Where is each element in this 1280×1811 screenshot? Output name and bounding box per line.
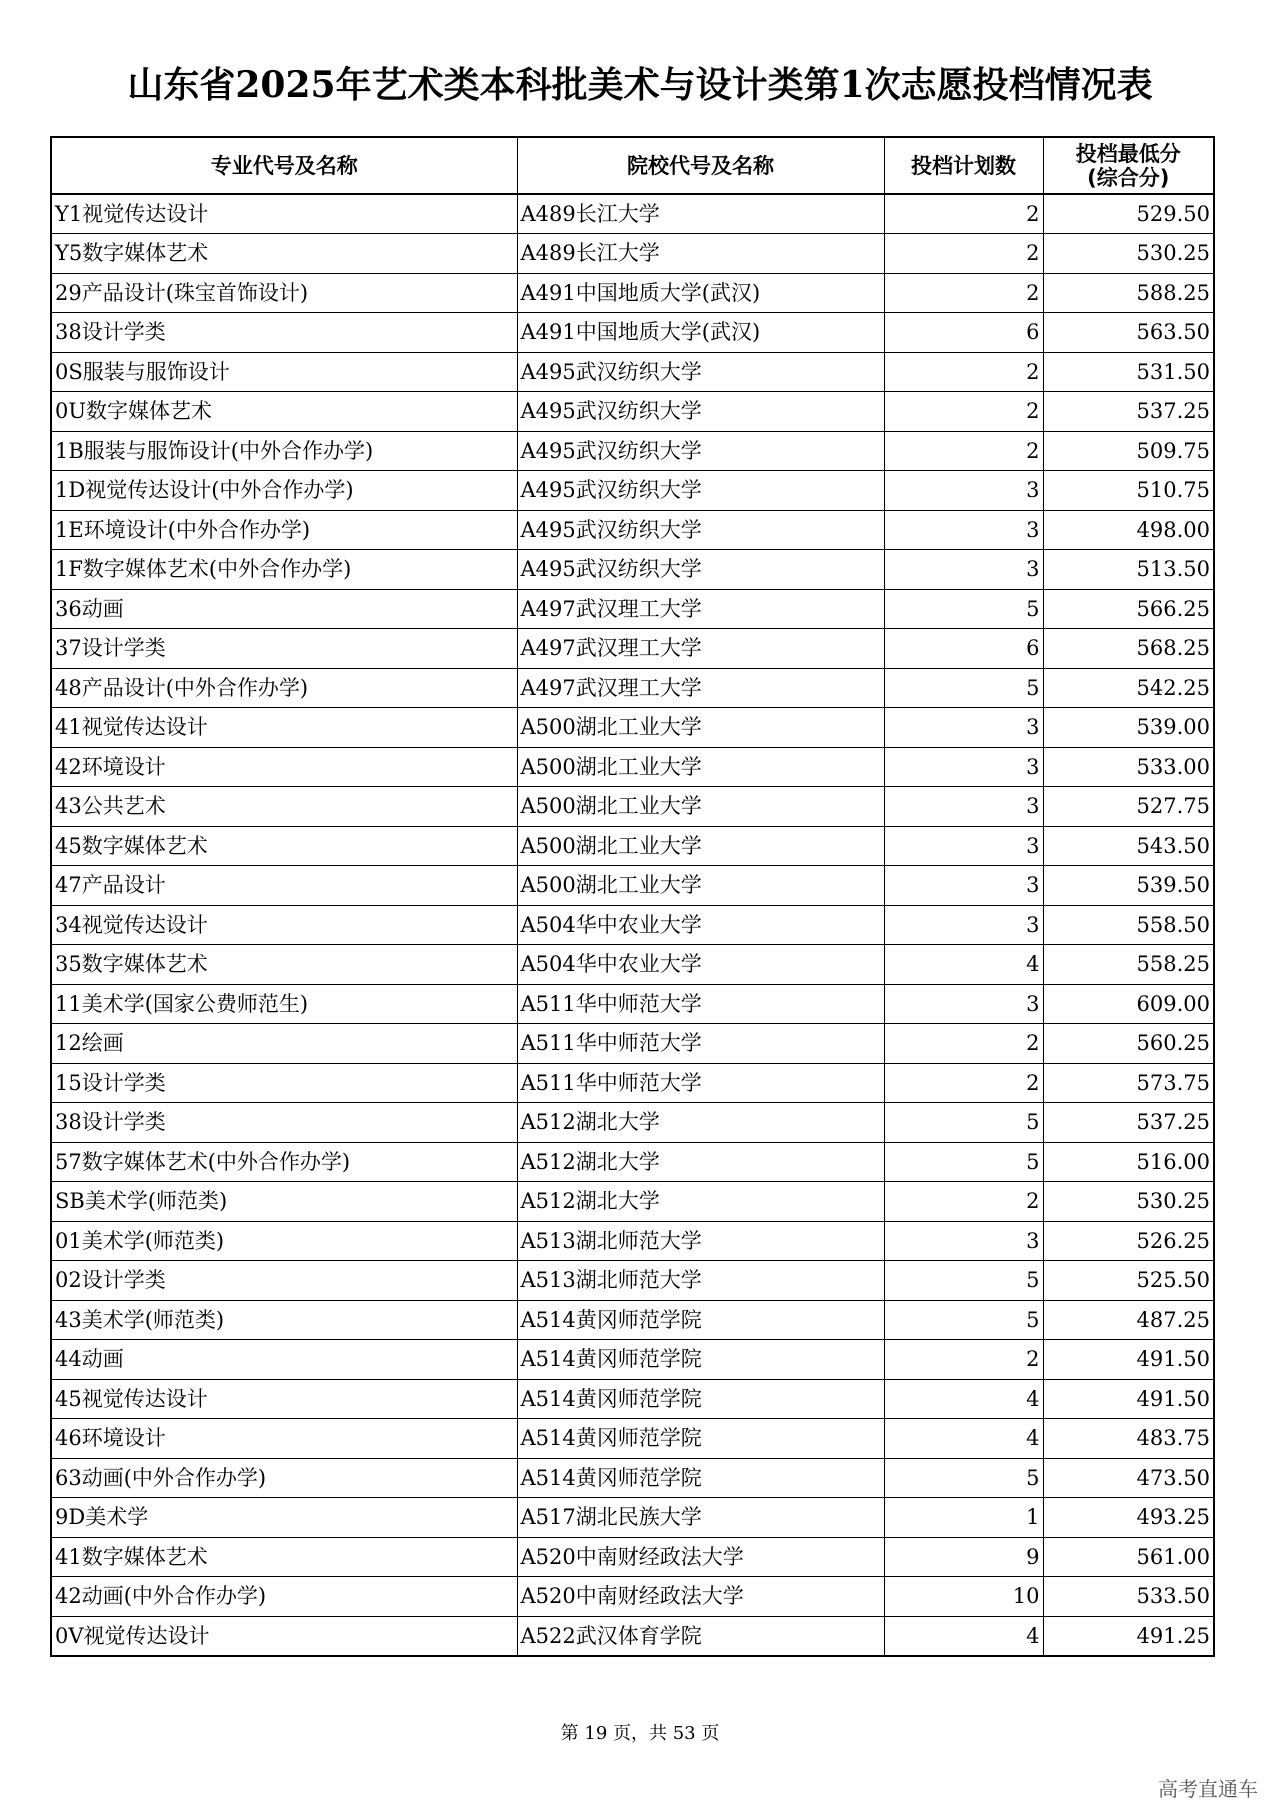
cell-plan: 10 [884,1577,1043,1617]
cell-major: 1E环境设计(中外合作办学) [51,510,517,550]
cell-major: 0S服装与服饰设计 [51,352,517,392]
table-row [51,747,1214,787]
header-score-line1: 投档最低分 [1075,141,1181,166]
table-row [51,826,1214,866]
cell-plan: 3 [884,471,1043,511]
cell-school: A514黄冈师范学院 [517,1300,884,1340]
cell-plan: 3 [884,826,1043,866]
table-row [51,471,1214,511]
cell-major: 37设计学类 [51,629,517,669]
cell-school: A520中南财经政法大学 [517,1577,884,1617]
cell-major: 15设计学类 [51,1063,517,1103]
cell-plan: 2 [884,234,1043,274]
cell-major: 38设计学类 [51,1103,517,1143]
cell-score: 531.50 [1043,352,1214,392]
cell-major: 45视觉传达设计 [51,1379,517,1419]
cell-school: A489长江大学 [517,194,884,234]
cell-major: 1D视觉传达设计(中外合作办学) [51,471,517,511]
cell-school: A497武汉理工大学 [517,629,884,669]
cell-major: 01美术学(师范类) [51,1221,517,1261]
cell-score: 509.75 [1043,431,1214,471]
table-row [51,1024,1214,1064]
header-major: 专业代号及名称 [51,137,517,194]
table-row [51,1142,1214,1182]
cell-score: 526.25 [1043,1221,1214,1261]
cell-major: 41数字媒体艺术 [51,1537,517,1577]
cell-plan: 2 [884,1340,1043,1380]
cell-major: Y5数字媒体艺术 [51,234,517,274]
cell-school: A504华中农业大学 [517,905,884,945]
cell-plan: 2 [884,352,1043,392]
table-row [51,668,1214,708]
cell-major: 1B服装与服饰设计(中外合作办学) [51,431,517,471]
table-row [51,1300,1214,1340]
cell-score: 491.50 [1043,1379,1214,1419]
cell-school: A511华中师范大学 [517,1024,884,1064]
cell-score: 533.50 [1043,1577,1214,1617]
cell-plan: 4 [884,1419,1043,1459]
cell-score: 560.25 [1043,1024,1214,1064]
table-row [51,431,1214,471]
cell-score: 537.25 [1043,1103,1214,1143]
cell-plan: 9 [884,1537,1043,1577]
cell-school: A495武汉纺织大学 [517,471,884,511]
table-row [51,313,1214,353]
cell-score: 609.00 [1043,984,1214,1024]
cell-major: 38设计学类 [51,313,517,353]
cell-plan: 2 [884,194,1043,234]
cell-major: 41视觉传达设计 [51,708,517,748]
table-row [51,392,1214,432]
cell-major: 35数字媒体艺术 [51,945,517,985]
cell-school: A495武汉纺织大学 [517,392,884,432]
cell-school: A513湖北师范大学 [517,1221,884,1261]
cell-school: A491中国地质大学(武汉) [517,313,884,353]
cell-school: A495武汉纺织大学 [517,431,884,471]
cell-major: 1F数字媒体艺术(中外合作办学) [51,550,517,590]
cell-score: 530.25 [1043,1182,1214,1222]
table-row [51,787,1214,827]
table-row [51,1419,1214,1459]
table-row [51,905,1214,945]
cell-score: 561.00 [1043,1537,1214,1577]
cell-major: 02设计学类 [51,1261,517,1301]
table-row [51,1537,1214,1577]
cell-school: A514黄冈师范学院 [517,1458,884,1498]
cell-school: A500湖北工业大学 [517,787,884,827]
table-row [51,1103,1214,1143]
cell-major: 34视觉传达设计 [51,905,517,945]
cell-plan: 3 [884,747,1043,787]
cell-school: A514黄冈师范学院 [517,1419,884,1459]
cell-score: 568.25 [1043,629,1214,669]
cell-major: SB美术学(师范类) [51,1182,517,1222]
cell-major: 0V视觉传达设计 [51,1616,517,1656]
cell-plan: 1 [884,1498,1043,1538]
cell-score: 473.50 [1043,1458,1214,1498]
cell-plan: 2 [884,1182,1043,1222]
cell-school: A514黄冈师范学院 [517,1379,884,1419]
table-row [51,550,1214,590]
cell-school: A500湖北工业大学 [517,747,884,787]
cell-major: 42动画(中外合作办学) [51,1577,517,1617]
cell-plan: 6 [884,313,1043,353]
cell-score: 539.00 [1043,708,1214,748]
header-school: 院校代号及名称 [517,137,884,194]
cell-school: A495武汉纺织大学 [517,550,884,590]
cell-plan: 5 [884,668,1043,708]
cell-plan: 4 [884,1616,1043,1656]
cell-major: 11美术学(国家公费师范生) [51,984,517,1024]
cell-score: 483.75 [1043,1419,1214,1459]
cell-school: A512湖北大学 [517,1142,884,1182]
cell-plan: 5 [884,589,1043,629]
page-title: 山东省2025年艺术类本科批美术与设计类第1次志愿投档情况表 [127,64,1153,106]
cell-score: 498.00 [1043,510,1214,550]
cell-plan: 2 [884,1063,1043,1103]
cell-plan: 4 [884,1379,1043,1419]
cell-plan: 4 [884,945,1043,985]
table-row [51,1063,1214,1103]
watermark-logo: 高考直通车 [1158,1777,1258,1801]
cell-major: 12绘画 [51,1024,517,1064]
cell-major: 48产品设计(中外合作办学) [51,668,517,708]
cell-school: A517湖北民族大学 [517,1498,884,1538]
cell-major: 42环境设计 [51,747,517,787]
table-row [51,1577,1214,1617]
table-row [51,945,1214,985]
cell-school: A489长江大学 [517,234,884,274]
cell-school: A491中国地质大学(武汉) [517,273,884,313]
cell-major: 9D美术学 [51,1498,517,1538]
cell-major: 57数字媒体艺术(中外合作办学) [51,1142,517,1182]
cell-major: 29产品设计(珠宝首饰设计) [51,273,517,313]
cell-plan: 3 [884,905,1043,945]
cell-score: 539.50 [1043,866,1214,906]
table-row [51,1261,1214,1301]
cell-plan: 5 [884,1261,1043,1301]
cell-school: A512湖北大学 [517,1182,884,1222]
cell-score: 533.00 [1043,747,1214,787]
cell-plan: 2 [884,1024,1043,1064]
table-row [51,1182,1214,1222]
cell-plan: 5 [884,1458,1043,1498]
cell-score: 558.50 [1043,905,1214,945]
cell-score: 487.25 [1043,1300,1214,1340]
cell-score: 493.25 [1043,1498,1214,1538]
table-row [51,510,1214,550]
cell-school: A497武汉理工大学 [517,589,884,629]
cell-plan: 3 [884,510,1043,550]
admission-table [50,136,1215,1657]
cell-school: A511华中师范大学 [517,984,884,1024]
cell-plan: 2 [884,392,1043,432]
cell-score: 537.25 [1043,392,1214,432]
cell-plan: 3 [884,708,1043,748]
cell-plan: 3 [884,1221,1043,1261]
cell-score: 491.25 [1043,1616,1214,1656]
cell-score: 527.75 [1043,787,1214,827]
cell-plan: 2 [884,431,1043,471]
cell-plan: 3 [884,866,1043,906]
cell-major: 43公共艺术 [51,787,517,827]
cell-school: A500湖北工业大学 [517,708,884,748]
cell-plan: 3 [884,787,1043,827]
header-score-line2: (综合分) [1087,165,1170,190]
cell-major: 0U数字媒体艺术 [51,392,517,432]
cell-score: 563.50 [1043,313,1214,353]
cell-score: 516.00 [1043,1142,1214,1182]
cell-score: 543.50 [1043,826,1214,866]
cell-score: 573.75 [1043,1063,1214,1103]
cell-major: 63动画(中外合作办学) [51,1458,517,1498]
table-row [51,1616,1214,1656]
cell-score: 510.75 [1043,471,1214,511]
cell-school: A500湖北工业大学 [517,866,884,906]
cell-school: A495武汉纺织大学 [517,352,884,392]
cell-score: 525.50 [1043,1261,1214,1301]
cell-score: 558.25 [1043,945,1214,985]
header-plan: 投档计划数 [884,137,1043,194]
table-row [51,194,1214,234]
cell-school: A500湖北工业大学 [517,826,884,866]
cell-score: 542.25 [1043,668,1214,708]
table-header-row [51,137,1214,194]
cell-major: 47产品设计 [51,866,517,906]
table-row [51,1379,1214,1419]
table-row [51,866,1214,906]
table-row [51,708,1214,748]
cell-school: A511华中师范大学 [517,1063,884,1103]
table-row [51,234,1214,274]
cell-school: A513湖北师范大学 [517,1261,884,1301]
cell-score: 530.25 [1043,234,1214,274]
cell-major: 44动画 [51,1340,517,1380]
cell-score: 529.50 [1043,194,1214,234]
cell-major: Y1视觉传达设计 [51,194,517,234]
table-row [51,1221,1214,1261]
cell-school: A522武汉体育学院 [517,1616,884,1656]
table-row [51,629,1214,669]
cell-score: 491.50 [1043,1340,1214,1380]
header-score [1043,137,1214,194]
page-footer: 第 19 页，共 53 页 [560,1723,720,1744]
table-row [51,589,1214,629]
table-row [51,1340,1214,1380]
cell-school: A495武汉纺织大学 [517,510,884,550]
cell-school: A497武汉理工大学 [517,668,884,708]
table-row [51,984,1214,1024]
table-row [51,273,1214,313]
cell-plan: 3 [884,984,1043,1024]
cell-school: A514黄冈师范学院 [517,1340,884,1380]
cell-major: 36动画 [51,589,517,629]
cell-score: 513.50 [1043,550,1214,590]
cell-school: A504华中农业大学 [517,945,884,985]
cell-school: A520中南财经政法大学 [517,1537,884,1577]
cell-score: 588.25 [1043,273,1214,313]
cell-plan: 2 [884,273,1043,313]
table-body [51,194,1214,1656]
cell-major: 43美术学(师范类) [51,1300,517,1340]
cell-plan: 3 [884,550,1043,590]
table-row [51,1498,1214,1538]
cell-plan: 6 [884,629,1043,669]
cell-school: A512湖北大学 [517,1103,884,1143]
table-row [51,1458,1214,1498]
cell-major: 46环境设计 [51,1419,517,1459]
cell-plan: 5 [884,1142,1043,1182]
cell-plan: 5 [884,1103,1043,1143]
cell-score: 566.25 [1043,589,1214,629]
table-row [51,352,1214,392]
cell-major: 45数字媒体艺术 [51,826,517,866]
cell-plan: 5 [884,1300,1043,1340]
